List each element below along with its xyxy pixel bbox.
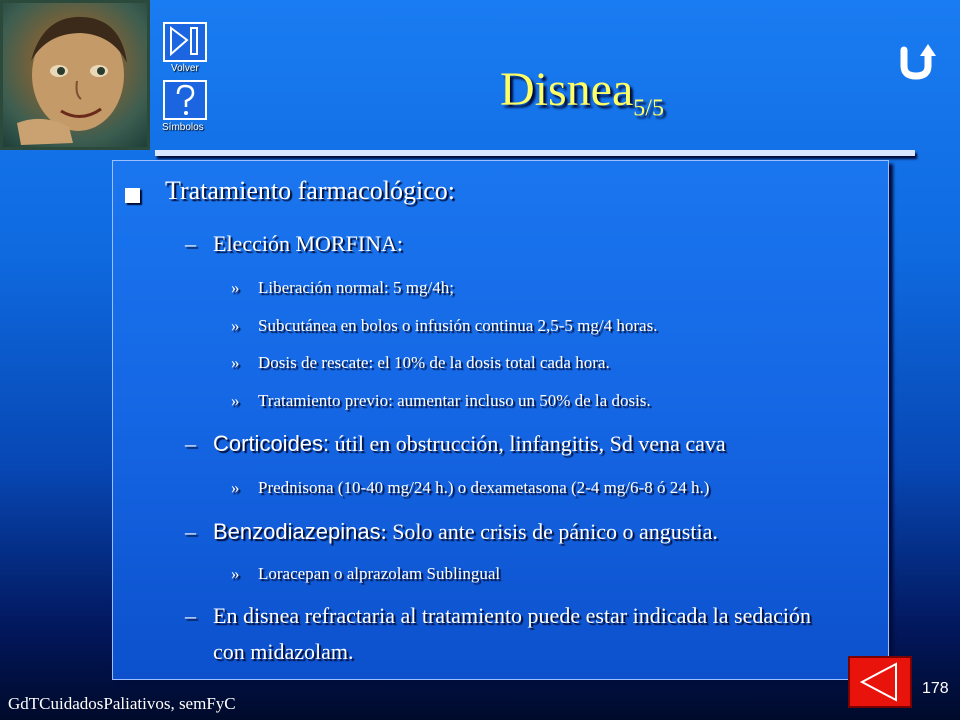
question-mark-icon bbox=[165, 82, 205, 118]
list-subitem-marker: » bbox=[231, 564, 240, 583]
previous-slide-button[interactable] bbox=[848, 656, 912, 708]
list-subitem: Dosis de rescate: el 10% de la dosis total cada hora. bbox=[258, 353, 610, 372]
portrait-image bbox=[0, 0, 150, 150]
list-item-text: útil en obstrucción, linfangitis, Sd vena cava bbox=[329, 431, 726, 456]
list-item-lead: Corticoides: bbox=[213, 431, 330, 456]
list-item: En disnea refractaria al tratamiento puede estar indicada la sedación bbox=[213, 603, 811, 628]
title-divider bbox=[155, 150, 915, 156]
footer-credit: GdTCuidadosPaliativos, semFyC bbox=[8, 694, 236, 713]
list-subitem: Tratamiento previo: aumentar incluso un 50% de la dosis. bbox=[258, 391, 651, 410]
back-button[interactable] bbox=[896, 42, 938, 87]
page-number: 178 bbox=[922, 680, 949, 697]
list-item bbox=[213, 519, 718, 545]
list-subitem-marker: » bbox=[231, 391, 240, 410]
list-subitem-marker: » bbox=[231, 353, 240, 372]
volver-label: Volver bbox=[171, 63, 199, 74]
list-item: Elección MORFINA: bbox=[213, 231, 404, 256]
portrait-face-icon bbox=[3, 3, 153, 153]
list-subitem: Prednisona (10-40 mg/24 h.) o dexametasona (2-4 mg/6-8 ó 24 h.) bbox=[258, 478, 710, 497]
list-subitem: Subcutánea en bolos o infusión continua 2,5-5 mg/4 horas. bbox=[258, 316, 658, 335]
list-item-dash: – bbox=[185, 603, 196, 628]
triangle-left-icon bbox=[850, 658, 910, 706]
slide-title-text: Disnea bbox=[500, 63, 634, 116]
list-item-text: : Solo ante crisis de pánico o angustia. bbox=[380, 519, 718, 544]
list-item-dash: – bbox=[185, 519, 196, 544]
square-bullet-icon bbox=[125, 188, 140, 203]
simbolos-button[interactable] bbox=[163, 80, 207, 120]
list-subitem-marker: » bbox=[231, 278, 240, 297]
slide-title-subscript: 5/5 bbox=[633, 95, 664, 122]
u-turn-arrow-icon bbox=[896, 42, 938, 82]
list-item-dash: – bbox=[185, 231, 196, 256]
list-subitem-marker: » bbox=[231, 478, 240, 497]
list-subitem: Liberación normal: 5 mg/4h; bbox=[258, 278, 454, 297]
book-icon bbox=[165, 24, 205, 60]
list-item-dash: – bbox=[185, 431, 196, 456]
simbolos-label: Símbolos bbox=[162, 122, 204, 133]
list-item bbox=[213, 431, 726, 457]
list-item-lead: Benzodiazepinas bbox=[213, 519, 381, 544]
content-heading: Tratamiento farmacológico: bbox=[165, 176, 456, 205]
volver-button[interactable] bbox=[163, 22, 207, 62]
slide-title bbox=[500, 62, 664, 123]
list-item-continuation: con midazolam. bbox=[213, 639, 354, 664]
list-subitem: Loracepan o alprazolam Sublingual bbox=[258, 564, 501, 583]
list-subitem-marker: » bbox=[231, 316, 240, 335]
content-panel bbox=[112, 160, 889, 680]
